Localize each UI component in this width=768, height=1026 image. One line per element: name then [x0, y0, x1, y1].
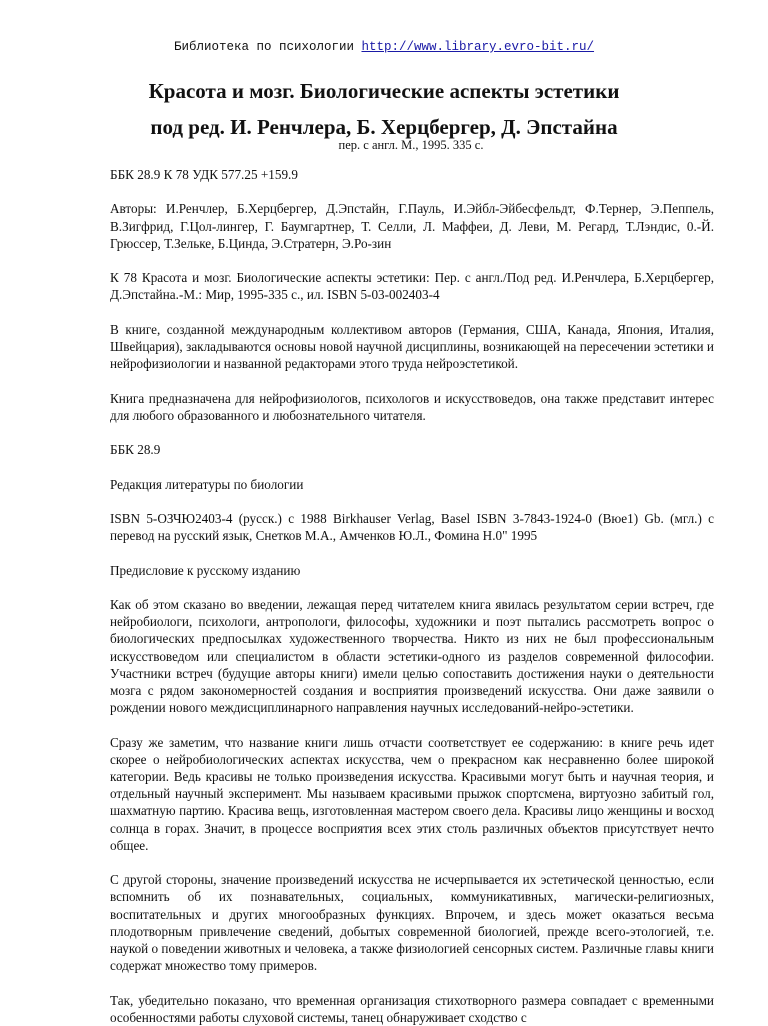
preface-heading: Предисловие к русскому изданию: [110, 562, 301, 578]
isbn-paragraph: ISBN 5-ОЗЧЮ2403-4 (русск.) с 1988 Birkhauser Verlag, Basel ISBN 3-7843-1924-0 (Вюе1) Gb. (мгл.) с перевод на русский язык, Снетков М.А., Амченков Ю.Л., Фомина Н.0" 1995: [110, 510, 714, 544]
publication-info: пер. с англ. М., 1995. 335 с.: [338, 138, 484, 152]
header-prefix: Библиотека по психологии: [173, 40, 362, 54]
annotation-paragraph: В книге, созданной международным коллективом авторов (Германия, США, Канада, Япония, Италия, Швейцария), закладываются основы новой научной дисциплины, возникающей на пересечении эстетики и нейрофизиологии и названной редакторами этого труда нейроэстетикой.: [110, 321, 714, 372]
preface-paragraph-2: Сразу же заметим, что название книги лишь отчасти соответствует ее содержанию: в книге речь идет скорее о нейробиологических аспектах искусства, чем о прекрасном как несравненно более широкой категории. Ведь красивы не только произведения искусства. Красивыми могут быть и научная теория, и отдельный научный эксперимент. Мы называем красивыми прыжок спортсмена, виртуозно забитый гол, шахматную партию. Красива вещь, изготовленная мастером своего дела. Красивы лицо женщины и восход солнца в горах. Значит, в процессе восприятия всех этих столь различных объектов присутствует нечто общее.: [110, 734, 714, 853]
preface-paragraph-3: С другой стороны, значение произведений искусства не исчерпывается их эстетической ценностью, если вспомнить об их познавательных, социальных, коммуникативных, магически-религиозных, воспитательных и других многообразных функциях. Впрочем, и здесь может оказаться весьма плодотворным привлечение сведений, добытых современной биологией, прежде всего-этологией, т.е. наукой о поведении животных и человека, а также физиологией сенсорных систем. Различные главы книги содержат множество тому примеров.: [110, 872, 714, 974]
document-body: [110, 166, 714, 1026]
classification-line: ББК 28.9 К 78 УДК 577.25 +159.9: [110, 167, 298, 182]
preface-paragraph-4: Так, убедительно показано, что временная организация стихотворного размера совпадает с временными особенностями работы слуховой системы, танец обнаруживает сходство с: [110, 992, 714, 1025]
library-link[interactable]: http://www.library.evro-bit.ru/: [361, 40, 595, 54]
catalog-entry: К 78 Красота и мозг. Биологические аспекты эстетики: Пер. с англ./Под ред. И.Ренчлера, Б.Херцбергер, Д.Эпстайна.-М.: Мир, 1995-335 с., ил. ISBN 5-03-002403-4: [110, 270, 714, 303]
library-header: [0, 40, 768, 54]
book-editors: под ред. И. Ренчлера, Б. Херцбергер, Д. Эпстайна: [150, 115, 618, 139]
audience-paragraph: Книга предназначена для нейрофизиологов, психологов и искусствоведов, она также представит интерес для любого образованного и любознательного читателя.: [110, 390, 714, 423]
editorial-line: Редакция литературы по биологии: [110, 476, 304, 492]
preface-paragraph-1: Как об этом сказано во введении, лежащая перед читателем книга явилась результатом серии встреч, где нейробиологи, психологи, антропологи, философы, художники и поэт пытались рассмотреть вопрос о биологических предпосылках художественного творчества. Никто из них не был профессиональным искусствоведом или специалистом в области эстетики-одного из разделов современной философии. Участники встреч (будущие авторы книги) имели целью сопоставить достижения науки о деятельности мозга с рядом закономерностей создания и восприятия произведений искусства. Они даже заявили о рождении нового междисциплинарного направления научных исследований-нейро-эстетики.: [110, 596, 714, 716]
authors-paragraph: Авторы: И.Ренчлер, Б.Херцбергер, Д.Эпстайн, Г.Пауль, И.Эйбл-Эйбесфельдт, Ф.Тернер, Э.Пеппель, В.Зигфрид, Г.Цол-лингер, Г. Баумгартнер, Т. Селли, Л. Маффеи, Д. Леви, М. Регард, Т.Лэндис, 0.-Й. Грюссер, Т.Зельке, Б.Цинда, Э.Стратерн, Э.Ро-зин: [110, 201, 714, 251]
book-title: Красота и мозг. Биологические аспекты эстетики: [148, 79, 620, 103]
bbk-line: ББК 28.9: [110, 442, 161, 458]
